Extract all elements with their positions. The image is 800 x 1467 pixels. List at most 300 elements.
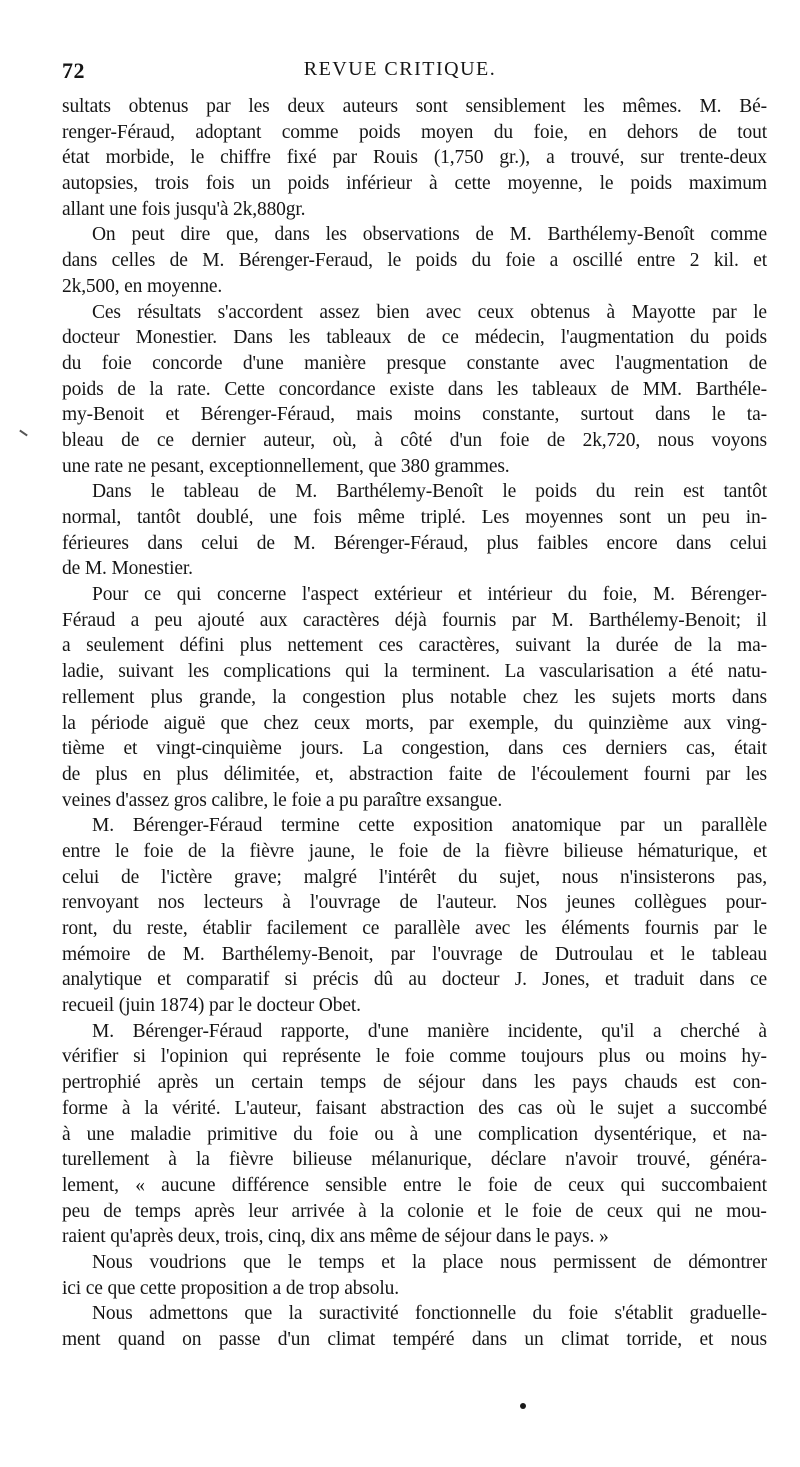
word: succombé (690, 1097, 767, 1119)
word: tantôt (723, 481, 767, 503)
word: parallèle (394, 918, 460, 939)
word: le (457, 1174, 472, 1196)
word: dû (373, 969, 394, 991)
text-line (62, 377, 767, 403)
word: oscillé (572, 250, 623, 272)
word: à (758, 1020, 767, 1042)
margin-mark (19, 430, 28, 437)
word: jaune, (308, 840, 355, 862)
word: surtout (580, 404, 634, 426)
word: fixé (286, 147, 317, 169)
word: l'écoulement (531, 763, 629, 785)
word: Barthélemy-Benoît (547, 224, 695, 246)
word: de (519, 943, 538, 965)
word: à (374, 429, 383, 451)
word: sensible (325, 1174, 387, 1196)
text-line (62, 94, 767, 120)
word: l'ouvrage (309, 892, 381, 914)
word: maximum (688, 173, 767, 195)
word: (1,750 (433, 147, 484, 169)
text-line (62, 762, 767, 788)
text-line (62, 1044, 767, 1070)
word: 2 (689, 250, 700, 272)
word: le (711, 404, 726, 426)
word: dans (508, 738, 544, 760)
word: à (606, 301, 616, 323)
word: Nous (92, 1303, 133, 1325)
word: foie (398, 840, 429, 862)
word: résultats (137, 301, 202, 323)
word: si (133, 1046, 146, 1068)
word: kil. (713, 250, 739, 272)
word: tableaux (532, 378, 597, 400)
word: La (362, 738, 383, 760)
word: à (409, 1123, 419, 1145)
text-line (62, 1327, 767, 1353)
word: que (243, 1251, 271, 1273)
word: la (272, 686, 286, 708)
word: con- (732, 1072, 767, 1094)
text-line (62, 1122, 767, 1148)
text-line (62, 813, 767, 839)
word: après (194, 1200, 235, 1222)
word: passe (218, 1329, 261, 1350)
word: ladie, (62, 661, 104, 683)
word: un (215, 1072, 235, 1094)
word: et (165, 404, 180, 426)
word: où (556, 1097, 576, 1119)
word: tempéré (392, 1329, 455, 1350)
word: du (293, 1123, 313, 1145)
word: aucune (161, 1174, 216, 1196)
word: ou (374, 1123, 394, 1145)
text-line (62, 582, 767, 608)
word: la (380, 1200, 394, 1222)
word: poids (725, 327, 767, 349)
word: était (734, 738, 767, 760)
word: d'une (367, 1020, 409, 1042)
word: cherché (680, 1020, 740, 1042)
word: ce (144, 584, 162, 606)
word: suractivité (318, 1303, 399, 1325)
word: la (288, 1303, 303, 1325)
word: autopsies, (62, 173, 138, 195)
word: cas, (686, 738, 716, 760)
text-line (62, 736, 767, 762)
word: exposition (413, 815, 493, 837)
word: un (524, 1329, 544, 1350)
word: Cette (224, 378, 265, 400)
word: déclare (490, 1149, 547, 1171)
word: l'ouvrage (432, 943, 503, 965)
word: de (169, 250, 188, 272)
word: un (251, 173, 271, 195)
word: Dans (233, 327, 273, 349)
word: a (652, 1020, 662, 1042)
word: la (586, 635, 601, 657)
word: l'aspect (301, 584, 359, 606)
text-line (62, 1019, 767, 1045)
word: Bérenger-Féraud, (200, 404, 335, 426)
word: concorde (152, 352, 223, 374)
word: férieures (62, 532, 129, 554)
word: à (428, 173, 438, 195)
word: MM. (642, 378, 682, 400)
word: suivant (118, 661, 174, 683)
text-line: veines d'assez gros calibre, le foie a pu paraître exsangue. (62, 789, 503, 811)
word: Les (481, 507, 510, 528)
word: par (712, 301, 737, 323)
word: nous (657, 429, 694, 451)
word: natu- (727, 661, 767, 683)
word: foie (101, 352, 132, 374)
word: avec (425, 301, 462, 323)
word: la (707, 635, 722, 657)
word: et (753, 250, 767, 272)
word: Rouis (373, 147, 418, 169)
word: Monestier. (135, 327, 217, 349)
text-line (62, 711, 767, 737)
word: un (663, 815, 683, 837)
word: Bérenger-Féraud (132, 1020, 263, 1042)
word: les (496, 378, 519, 400)
word: Dutroulau (554, 943, 633, 965)
word: le (375, 1046, 390, 1068)
word: la (220, 840, 235, 862)
word: par (429, 712, 454, 734)
word: fois (313, 507, 342, 528)
word: de (475, 224, 494, 246)
word: comme (281, 121, 339, 143)
word: en (142, 763, 161, 785)
word: une (86, 1123, 115, 1145)
word: et (477, 1200, 492, 1222)
word: l'opinion (160, 1046, 228, 1068)
word: par (713, 918, 739, 939)
word: si (284, 969, 298, 991)
word: le (680, 943, 695, 965)
word: on (182, 1329, 202, 1350)
text-line (62, 1096, 767, 1122)
word: triplé. (420, 507, 466, 528)
word: fournis (442, 609, 497, 631)
word: ceux (313, 712, 351, 734)
word: ment (62, 1329, 101, 1350)
word: grande, (198, 686, 256, 708)
word: moins (679, 1046, 727, 1068)
word: Bé- (739, 96, 767, 117)
word: vérifier (62, 1046, 119, 1068)
word: les (187, 661, 210, 683)
word: la (475, 840, 490, 862)
word: dans (481, 1072, 518, 1094)
word: la (383, 661, 398, 683)
word: du (458, 866, 478, 888)
word: auteur, (263, 429, 315, 451)
word: et (457, 584, 472, 606)
word: déjà (394, 609, 427, 631)
word: par (206, 96, 231, 117)
text-line (62, 685, 767, 711)
word: extérieur (374, 584, 443, 606)
word: M. (92, 815, 114, 837)
word: comme (449, 1046, 506, 1068)
word: incidente, (507, 1020, 583, 1042)
word: avec (559, 352, 595, 374)
word: L'auteur, (234, 1097, 302, 1119)
word: les (288, 327, 311, 349)
text-line (62, 479, 767, 505)
word: Pour (92, 584, 129, 606)
word: a (62, 635, 71, 657)
word: celui (729, 532, 767, 554)
word: tableaux (326, 327, 392, 349)
word: nous (500, 1251, 537, 1273)
word: sultats (62, 96, 111, 117)
word: Féraud (62, 609, 116, 631)
word: représente (282, 1046, 361, 1068)
word: ma- (737, 635, 767, 657)
text-line (62, 890, 767, 916)
word: et (753, 840, 767, 862)
word: primitive (207, 1123, 278, 1145)
text-line (62, 865, 767, 891)
word: par (619, 815, 645, 837)
text-line (62, 222, 767, 248)
word: temps (320, 1072, 367, 1094)
word: lement, (62, 1174, 119, 1196)
word: de (748, 352, 767, 374)
word: morts (671, 686, 716, 708)
word: caractères, (418, 635, 500, 657)
word: fonctionnelle (415, 1303, 516, 1325)
word: de (653, 1251, 672, 1273)
word: bleau (62, 429, 104, 451)
word: le (753, 301, 767, 323)
word: sujet (617, 1097, 654, 1119)
word: est (694, 1072, 716, 1094)
word: qui (656, 1200, 682, 1222)
word: du (112, 918, 132, 939)
word: Bérenger-Feraud, (238, 250, 373, 272)
word: Ces (92, 301, 121, 323)
word: fourni (643, 763, 691, 785)
word: aiguë (163, 712, 206, 734)
word: sont (619, 507, 651, 528)
word: M. (295, 481, 318, 503)
text-line (62, 1250, 767, 1276)
word: comparatif (186, 969, 270, 991)
word: bilieuse (563, 840, 624, 862)
word: Jones, (542, 969, 590, 991)
word: et (157, 969, 171, 991)
word: assez (319, 301, 360, 323)
word: les (248, 96, 270, 117)
word: poids (535, 481, 577, 503)
word: de (257, 481, 277, 503)
word: Barthélemy-Benoit, (221, 943, 374, 965)
word: qui (176, 584, 202, 606)
word: chez (263, 712, 299, 734)
word: établir (202, 918, 252, 939)
word: termine (280, 815, 340, 837)
word: plus (239, 635, 272, 657)
word: ceux (606, 1200, 644, 1222)
word: La (504, 661, 525, 683)
word: séjour (418, 1072, 465, 1094)
text-line: ici ce que cette proposition a de trop absolu. (62, 1277, 399, 1299)
word: docteur (441, 969, 500, 991)
word: démontrer (688, 1251, 767, 1273)
word: presque (386, 352, 447, 374)
word: dernier (191, 429, 246, 451)
text-line: 2k,500, en moyenne. (62, 275, 223, 297)
text-line (62, 325, 767, 351)
word: Bérenger- (690, 584, 767, 606)
text-line (62, 120, 767, 146)
word: dysentérique, (594, 1123, 697, 1145)
word: les (583, 96, 605, 117)
word: la (411, 1251, 426, 1273)
word: derniers (605, 738, 668, 760)
word: fièvre (249, 840, 295, 862)
word: après (157, 1072, 199, 1094)
word: sujets (611, 686, 656, 708)
word: maladie (130, 1123, 192, 1145)
word: du (553, 712, 574, 734)
word: hématurique, (637, 840, 739, 862)
word: nos (157, 892, 185, 914)
word: encore (606, 532, 658, 554)
word: aux (683, 712, 712, 734)
word: concerne (216, 584, 287, 606)
word: ou (645, 1046, 665, 1068)
word: fièvre (504, 840, 549, 862)
word: et (712, 1123, 727, 1145)
text-line (62, 659, 767, 685)
word: sont (415, 96, 448, 117)
word: traduit (634, 969, 685, 991)
word: docteur (62, 327, 120, 349)
word: entre (636, 250, 676, 272)
word: M. (652, 584, 675, 606)
word: congestion, (401, 738, 490, 760)
word: pays (572, 1072, 608, 1094)
word: toujours (520, 1046, 584, 1068)
word: le (287, 1251, 302, 1273)
word: d'un (449, 429, 482, 451)
word: malgré (303, 866, 357, 888)
text-line (62, 531, 767, 557)
word: et (604, 969, 619, 991)
text-line (62, 1147, 767, 1173)
word: permissent (553, 1251, 637, 1273)
word: de (575, 1200, 594, 1222)
word: dans (699, 969, 735, 991)
word: l'ictère (161, 866, 213, 888)
word: d'un (277, 1329, 310, 1350)
word: succombaient (661, 1174, 767, 1196)
word: vascularisation (539, 661, 654, 683)
word: tantôt (137, 507, 181, 528)
word: entre (403, 1174, 442, 1196)
word: et (699, 1329, 714, 1350)
word: seulement (86, 635, 164, 657)
word: foie (487, 1174, 518, 1196)
word: poids (630, 173, 672, 195)
word: M. (699, 96, 722, 117)
word: d'une (242, 352, 284, 374)
word: foie (568, 1303, 598, 1325)
word: les (745, 763, 767, 785)
word: mêmes. (622, 96, 682, 117)
word: ce (156, 429, 174, 451)
word: rate. (177, 378, 211, 400)
word: une (269, 507, 298, 528)
text-line (62, 633, 767, 659)
word: et (123, 738, 138, 760)
text-line: allant une fois jusqu'à 2k,880gr. (62, 198, 306, 220)
word: Barthélemy-Benoit; (588, 609, 741, 631)
word: arrivée (291, 1200, 345, 1222)
word: et, (315, 763, 334, 785)
word: ta- (746, 404, 767, 426)
word: constante, (482, 404, 560, 426)
word: rein (634, 481, 664, 503)
word: du (471, 250, 491, 272)
word: dans (655, 404, 691, 426)
word: Barthélemy-Benoît (336, 481, 484, 503)
word: foie (505, 250, 536, 272)
word: à (168, 1149, 177, 1171)
word: du (595, 481, 616, 503)
word: morbide, (105, 147, 175, 169)
word: leur (248, 1200, 278, 1222)
word: na- (742, 1123, 767, 1145)
word: renvoyant (62, 892, 139, 914)
word: le (190, 147, 205, 169)
word: « (135, 1174, 145, 1196)
word: que (244, 1303, 273, 1325)
word: fois (205, 173, 235, 195)
word: nettement (287, 635, 363, 657)
word: ce (441, 327, 459, 349)
word: à (62, 1123, 71, 1145)
word: notable (450, 686, 507, 708)
word: dans (62, 250, 98, 272)
word: foie (531, 1200, 562, 1222)
word: auteurs (342, 96, 398, 117)
word: trouvé, (636, 1149, 691, 1171)
word: tableau (711, 943, 767, 965)
word: terminent. (412, 661, 491, 683)
word: dans (731, 686, 767, 708)
word: celui (201, 532, 239, 554)
text-line (62, 300, 767, 326)
word: turellement (62, 1149, 150, 1171)
word: congestion (302, 686, 386, 708)
word: plus (95, 763, 128, 785)
word: On (92, 224, 116, 246)
word: défini (179, 635, 225, 657)
word: temps (134, 1200, 181, 1222)
word: du (493, 121, 513, 143)
word: Nos (516, 892, 548, 914)
word: dire (180, 224, 211, 246)
word: peu (154, 609, 183, 631)
word: M. (182, 943, 205, 965)
word: de (407, 327, 426, 349)
